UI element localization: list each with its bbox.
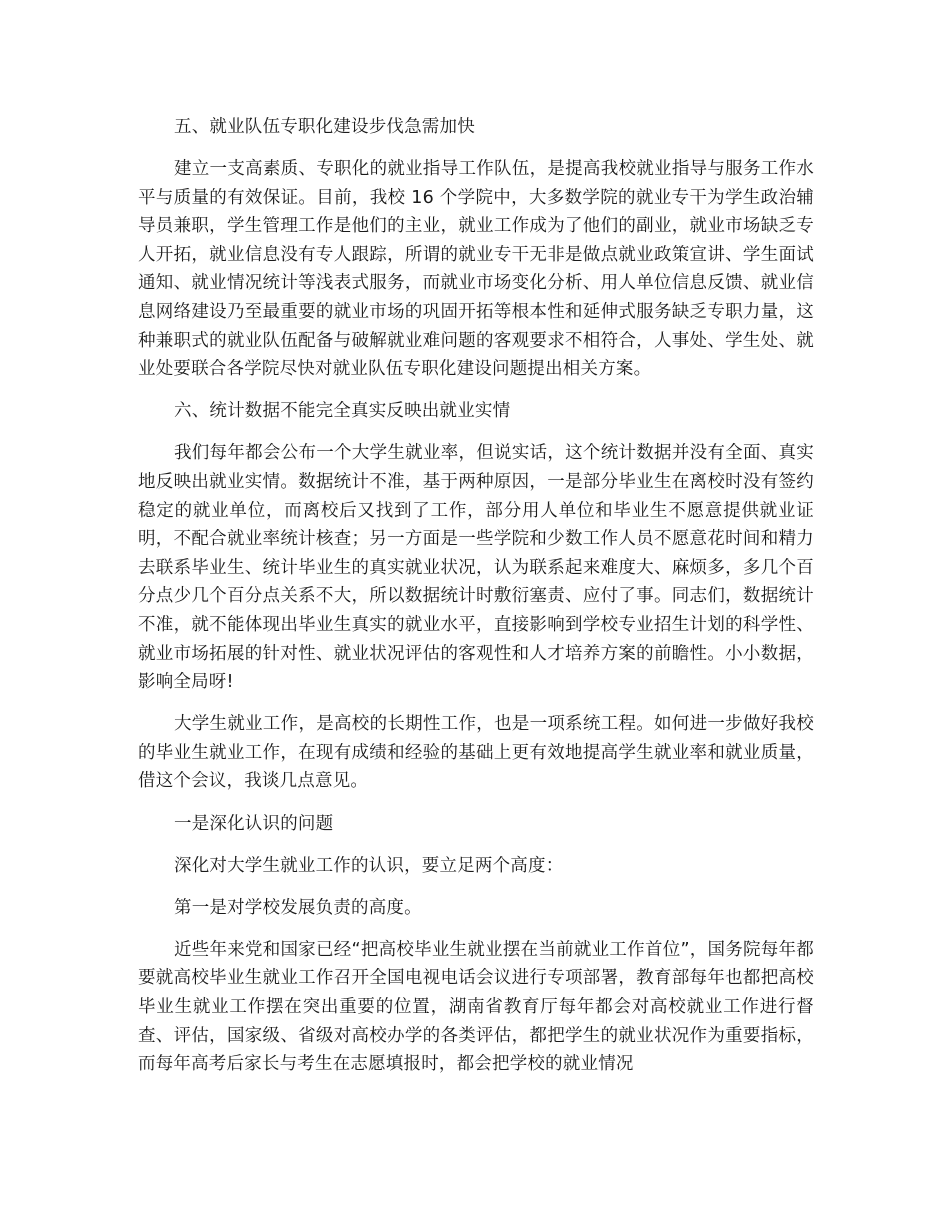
paragraph: 深化对大学生就业工作的认识，要立足两个高度：: [174, 855, 564, 876]
paragraph: 第一是对学校发展负责的高度。: [174, 897, 422, 918]
paragraph: 建立一支高素质、专职化的就业指导工作队伍，是提高我校就业指导与服务工作水平与质量的有效保证。目前，我校 16 个学院中，大多数学院的就业专干为学生政治辅导员兼职，学生管理工作是他们的主业，就业工作成为了他们的副业，就业市场缺乏专人开拓，就业信息没有专人跟踪，所谓的就业专干无非是做点就业政策宣讲、学生面试通知、就业情况统计等浅表式服务，而就业市场变化分析、用人单位信息反馈、就业信息网络建设乃至最重要的就业市场的巩固开拓等根本性和延伸式服务缺乏专职力量，这种兼职式的就业队伍配备与破解就业难问题的客观要求不相符合，人事处、学生处、就业处要联合各学院尽快对就业队伍专职化建设问题提出相关方案。: [138, 159, 814, 380]
section-heading-six: 六、统计数据不能完全真实反映出就业实情: [174, 401, 511, 422]
paragraph: 我们每年都会公布一个大学生就业率，但说实话，这个统计数据并没有全面、真实地反映出就业实情。数据统计不准，基于两种原因，一是部分毕业生在离校时没有签约稳定的就业单位，而离校后又找到了工作，部分用人单位和毕业生不愿意提供就业证明，不配合就业率统计核查；另一方面是一些学院和少数工作人员不愿意花时间和精力去联系毕业生、统计毕业生的真实就业状况，认为联系起来难度大、麻烦多，多几个百分点少几个百分点关系不大，所以数据统计时敷衍塞责、应付了事。同志们，数据统计不准，就不能体现出毕业生真实的就业水平，直接影响到学校专业招生计划的科学性、就业市场拓展的针对性、就业状况评估的客观性和人才培养方案的前瞻性。小小数据，影响全局呀!: [138, 443, 814, 693]
section-heading-five: 五、就业队伍专职化建设步伐急需加快: [174, 117, 475, 137]
subheading-deepen-understanding: 一是深化认识的问题: [174, 813, 334, 834]
paragraph: 近些年来党和国家已经“把高校毕业生就业摆在当前就业工作首位”，国务院每年都要就高校毕业生就业工作召开全国电视电话会议进行专项部署，教育部每年也都把高校毕业生就业工作摆在突出重要的位置，湖南省教育厅每年都会对高校就业工作进行督查、评估，国家级、省级对高校办学的各类评估，都把学生的就业状况作为重要指标，而每年高考后家长与考生在志愿填报时，都会把学校的就业情况: [138, 939, 814, 1075]
document-page: [138, 113, 814, 1092]
paragraph: 大学生就业工作，是高校的长期性工作，也是一项系统工程。如何进一步做好我校的毕业生就业工作，在现有成绩和经验的基础上更有效地提高学生就业率和就业质量，借这个会议，我谈几点意见。: [138, 714, 814, 792]
